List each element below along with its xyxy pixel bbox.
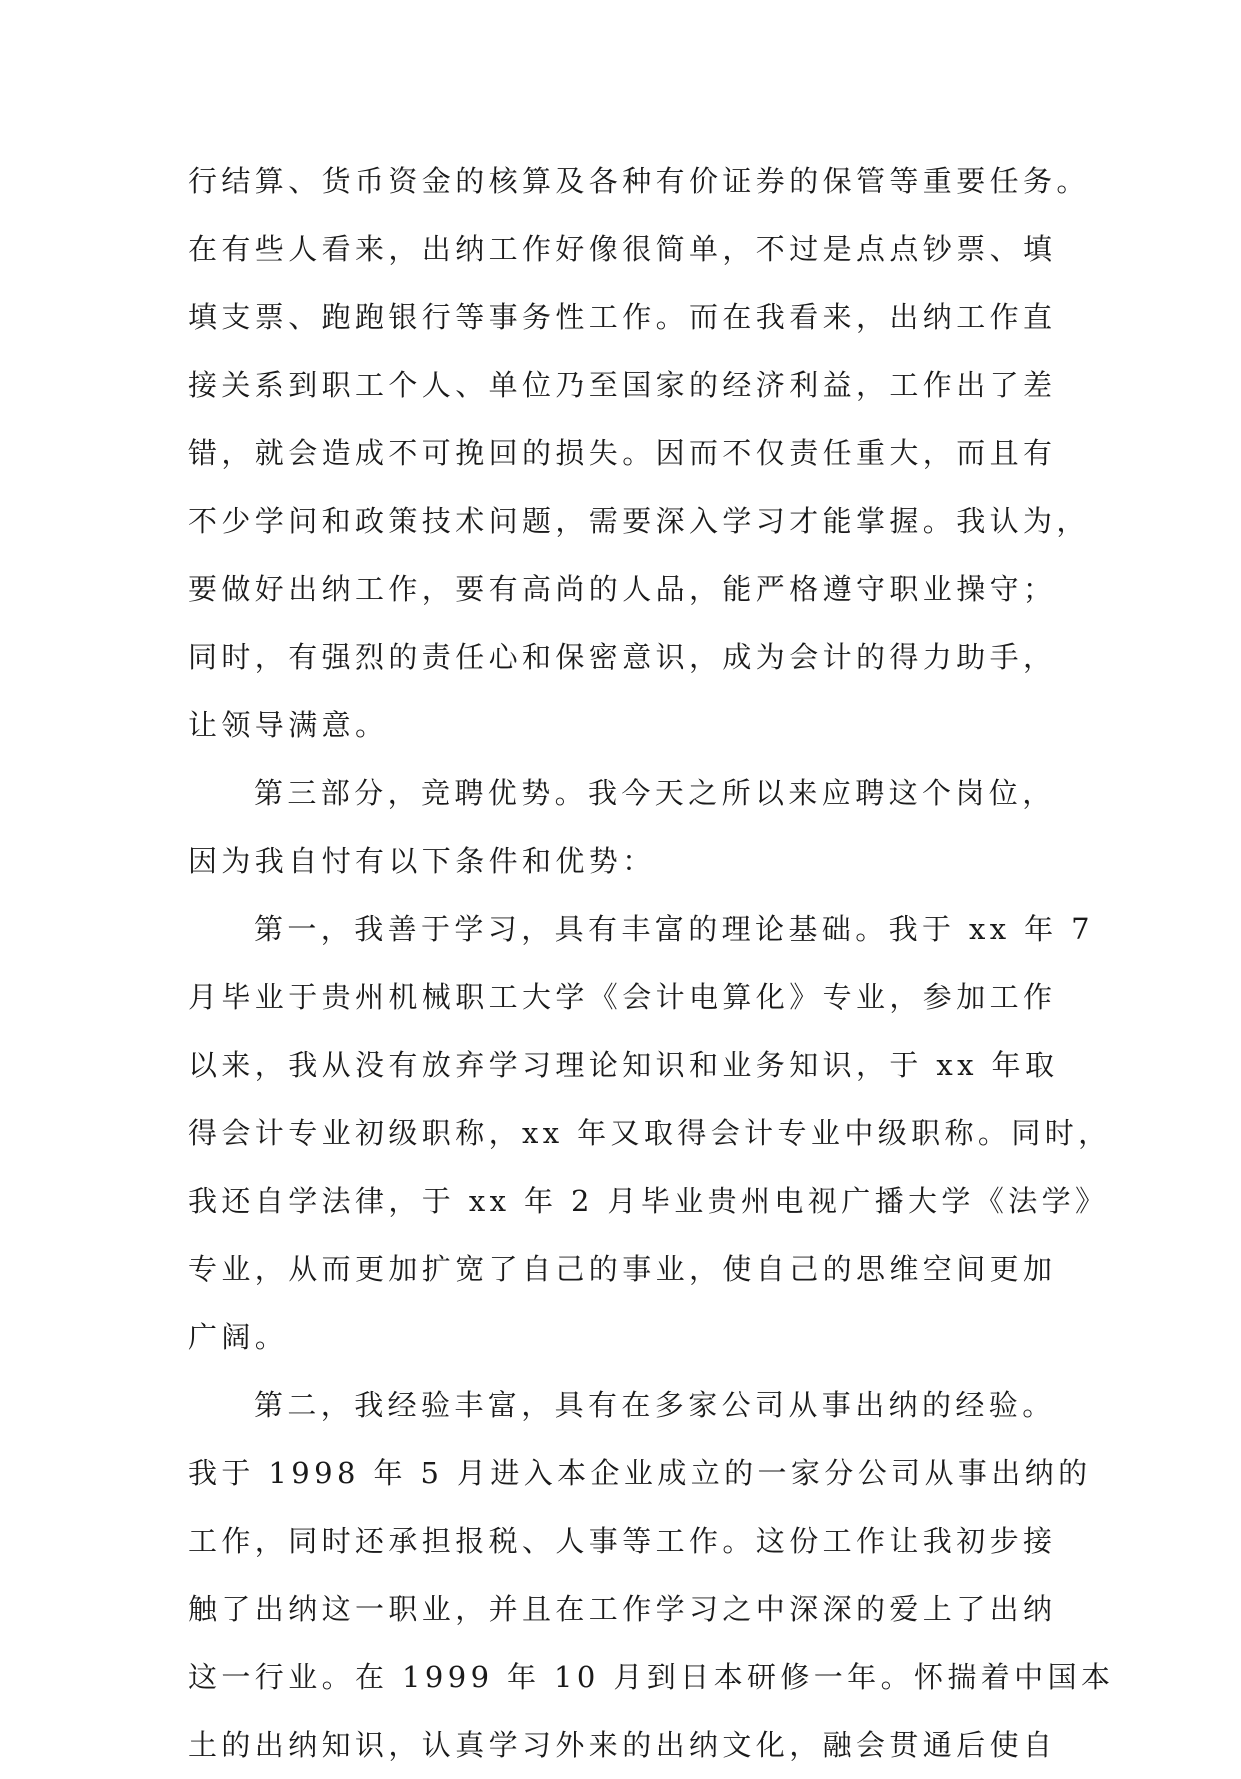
text-line: 我于 1998 年 5 月进入本企业成立的一家分公司从事出纳的 xyxy=(188,1456,1092,1490)
text-line: 以来，我从没有放弃学习理论知识和业务知识，于 xx 年取 xyxy=(188,1048,1059,1082)
text-line: 填支票、跑跑银行等事务性工作。而在我看来，出纳工作直 xyxy=(188,300,1057,334)
text-line: 接关系到职工个人、单位乃至国家的经济利益，工作出了差 xyxy=(188,368,1057,402)
text-line: 土的出纳知识，认真学习外来的出纳文化，融会贯通后使自 xyxy=(188,1728,1057,1762)
text-line: 在有些人看来，出纳工作好像很简单，不过是点点钞票、填 xyxy=(188,232,1057,266)
text-line: 不少学问和政策技术问题，需要深入学习才能掌握。我认为， xyxy=(188,504,1090,538)
text-line: 专业，从而更加扩宽了自己的事业，使自己的思维空间更加 xyxy=(188,1252,1057,1286)
text-line: 这一行业。在 1999 年 10 月到日本研修一年。怀揣着中国本 xyxy=(188,1660,1115,1694)
document-body xyxy=(188,147,1115,1779)
text-line: 让领导满意。 xyxy=(188,708,389,742)
text-line: 触了出纳这一职业，并且在工作学习之中深深的爱上了出纳 xyxy=(188,1592,1057,1626)
text-line: 月毕业于贵州机械职工大学《会计电算化》专业，参加工作 xyxy=(188,980,1057,1014)
text-line: 行结算、货币资金的核算及各种有价证券的保管等重要任务。 xyxy=(188,164,1090,198)
text-line: 工作，同时还承担报税、人事等工作。这份工作让我初步接 xyxy=(188,1524,1057,1558)
text-line: 因为我自忖有以下条件和优势： xyxy=(188,844,656,878)
text-line: 得会计专业初级职称，xx 年又取得会计专业中级职称。同时， xyxy=(188,1116,1112,1150)
text-line: 第二，我经验丰富，具有在多家公司从事出纳的经验。 xyxy=(254,1388,1056,1422)
text-line: 同时，有强烈的责任心和保密意识，成为会计的得力助手， xyxy=(188,640,1057,674)
text-line: 第一，我善于学习，具有丰富的理论基础。我于 xx 年 7 xyxy=(254,912,1095,946)
text-line: 要做好出纳工作，要有高尚的人品，能严格遵守职业操守； xyxy=(188,572,1057,606)
text-line: 第三部分，竞聘优势。我今天之所以来应聘这个岗位， xyxy=(254,776,1056,810)
text-line: 广阔。 xyxy=(188,1320,289,1354)
text-line: 错，就会造成不可挽回的损失。因而不仅责任重大，而且有 xyxy=(188,436,1057,470)
text-line: 我还自学法律，于 xx 年 2 月毕业贵州电视广播大学《法学》 xyxy=(188,1184,1109,1218)
